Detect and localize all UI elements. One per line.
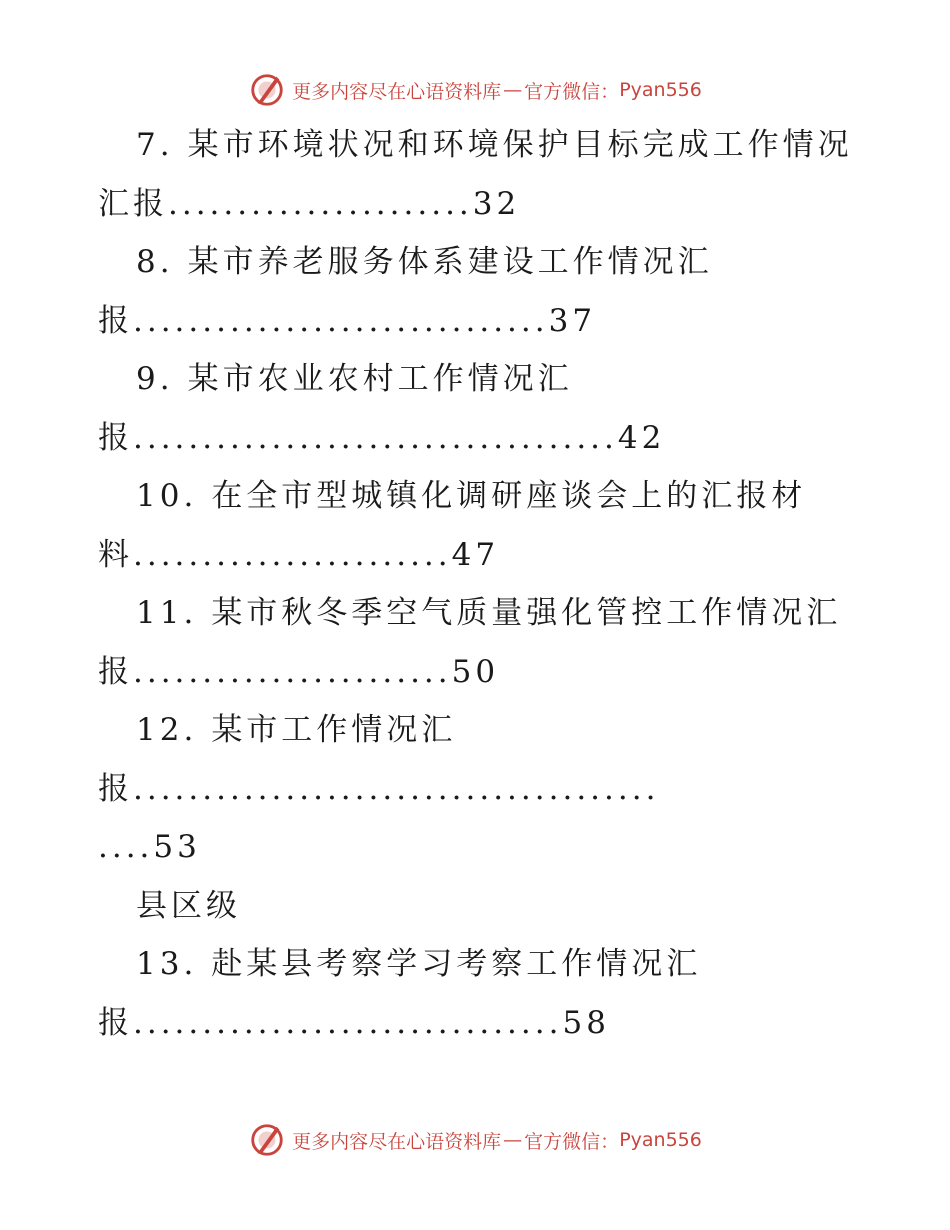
toc-line-text: 报...................................... xyxy=(98,770,660,807)
toc-line-text: 料.......................47 xyxy=(98,536,500,573)
toc-leader-line xyxy=(98,760,858,819)
toc-entry-number: 11. xyxy=(136,595,198,631)
toc-entry-number: 8. xyxy=(136,244,174,280)
toc-leader-line xyxy=(98,818,858,877)
toc-line-text: ....53 xyxy=(98,829,201,865)
quill-circle-logo-icon xyxy=(248,71,286,109)
quill-circle-logo-icon xyxy=(248,1121,286,1159)
toc-entry-title xyxy=(98,233,858,292)
toc-leader-line xyxy=(98,409,858,468)
watermark-main-text: 更多内容尽在心语资料库 xyxy=(292,80,502,103)
watermark-separator: — xyxy=(503,79,523,101)
toc-entry-number: 7. xyxy=(136,127,174,163)
toc-entry-number: 9. xyxy=(136,361,174,397)
toc-line-text: 在全市型城镇化调研座谈会上的汇报材 xyxy=(211,478,807,514)
toc-section-heading xyxy=(98,877,858,936)
table-of-contents xyxy=(98,116,858,1052)
watermark-wechat-label: 官方微信： xyxy=(524,80,620,103)
toc-line-text: 赴某县考察学习考察工作情况汇 xyxy=(211,946,702,982)
toc-entry-number: 13. xyxy=(136,946,198,982)
toc-entry-title xyxy=(98,935,858,994)
toc-entry-title xyxy=(98,350,858,409)
toc-line-text: 某市养老服务体系建设工作情况汇 xyxy=(187,244,713,280)
toc-leader-line xyxy=(98,526,858,585)
toc-line-text: 某市工作情况汇 xyxy=(211,712,457,748)
toc-line-text: 报.......................50 xyxy=(98,653,500,690)
watermark-main-text: 更多内容尽在心语资料库 xyxy=(292,1130,502,1153)
toc-entry-title xyxy=(98,701,858,760)
toc-entry-number: 10. xyxy=(136,478,198,514)
watermark-separator: — xyxy=(503,1129,523,1151)
toc-entry-number: 12. xyxy=(136,712,198,748)
watermark-wechat-id: Pyan556 xyxy=(619,79,702,101)
toc-line-text: 某市环境状况和环境保护目标完成工作情况 xyxy=(187,127,853,163)
toc-line-text: 报..............................37 xyxy=(98,302,597,339)
toc-line-text: 报...................................42 xyxy=(98,419,666,456)
toc-line-text: 汇报......................32 xyxy=(98,185,521,222)
toc-leader-line xyxy=(98,994,858,1053)
toc-entry-title xyxy=(98,116,858,175)
footer-watermark xyxy=(0,1120,950,1160)
toc-leader-line xyxy=(98,175,858,234)
toc-line-text: 报...............................58 xyxy=(98,1004,610,1041)
toc-leader-line xyxy=(98,643,858,702)
toc-line-text: 县区级 xyxy=(136,887,241,924)
header-watermark xyxy=(0,70,950,110)
toc-leader-line xyxy=(98,292,858,351)
toc-entry-title xyxy=(98,584,858,643)
watermark-wechat-id: Pyan556 xyxy=(619,1129,702,1151)
toc-line-text: 某市秋冬季空气质量强化管控工作情况汇 xyxy=(211,595,842,631)
toc-entry-title xyxy=(98,467,858,526)
watermark-wechat-label: 官方微信： xyxy=(524,1130,620,1153)
toc-line-text: 某市农业农村工作情况汇 xyxy=(187,361,573,397)
